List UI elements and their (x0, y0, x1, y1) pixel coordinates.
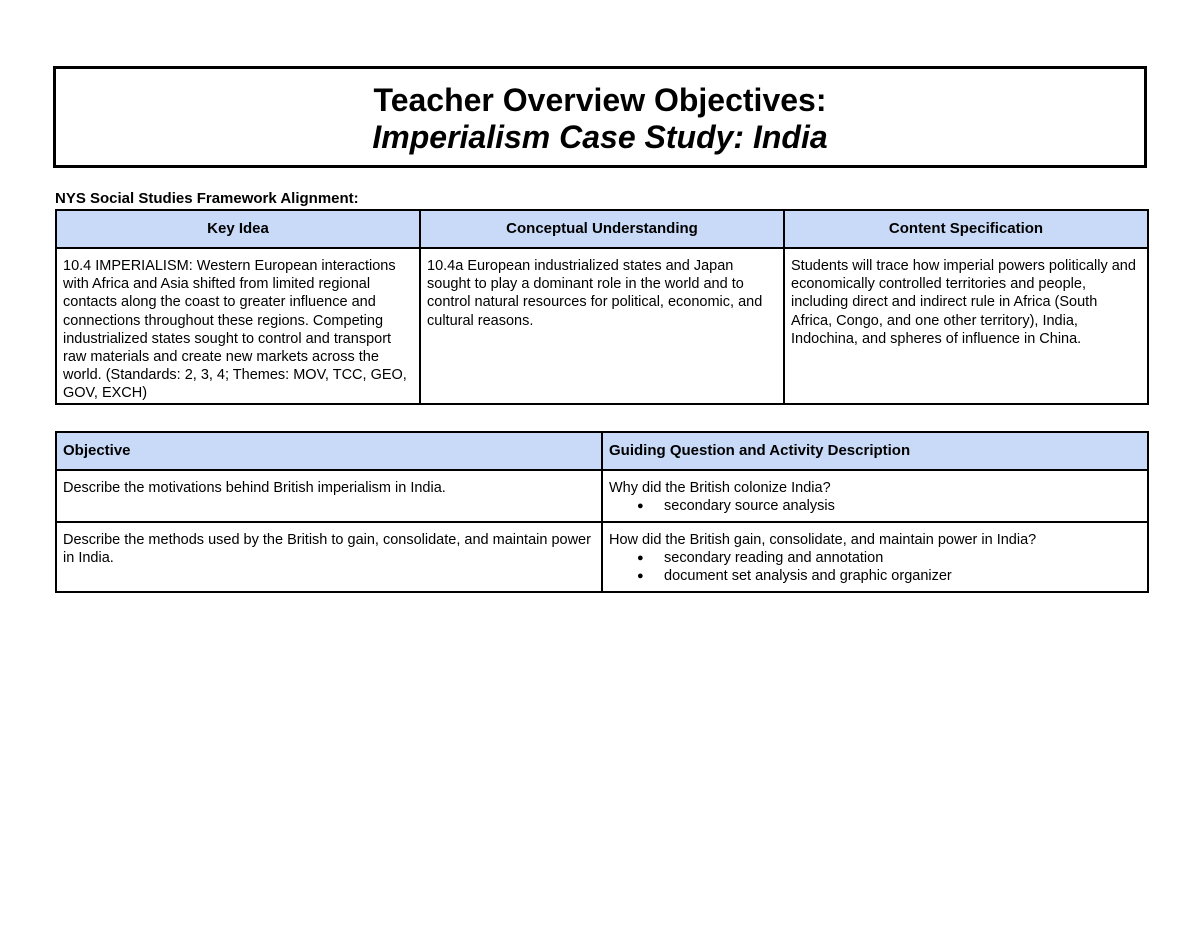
guiding-question-cell (602, 470, 1148, 522)
objective-cell: Describe the motivations behind British imperialism in India. (56, 470, 602, 522)
framework-label: NYS Social Studies Framework Alignment: (55, 190, 359, 207)
framework-header-row (56, 210, 1148, 248)
objectives-table (55, 431, 1149, 593)
table-row (56, 522, 1148, 592)
header-key-idea: Key Idea (56, 210, 420, 248)
objectives-header-row (56, 432, 1148, 470)
framework-table (55, 209, 1149, 405)
guiding-question: Why did the British colonize India? (609, 480, 831, 496)
header-objective: Objective (56, 432, 602, 470)
header-content-specification: Content Specification (784, 210, 1148, 248)
objective-cell: Describe the methods used by the British to gain, consolidate, and maintain power in India. (56, 522, 602, 592)
activity-list (609, 497, 1141, 515)
guiding-question: How did the British gain, consolidate, and maintain power in India? (609, 532, 1037, 548)
table-row (56, 470, 1148, 522)
page-title: Teacher Overview Objectives: (373, 82, 827, 118)
framework-content-row (56, 248, 1148, 404)
header-conceptual-understanding: Conceptual Understanding (420, 210, 784, 248)
guiding-question-cell (602, 522, 1148, 592)
list-item: ● secondary source analysis (664, 497, 1141, 515)
header-guiding-question: Guiding Question and Activity Description (602, 432, 1148, 470)
activity-list (609, 549, 1141, 585)
key-idea-cell: 10.4 IMPERIALISM: Western European interactions with Africa and Asia shifted from limited regional contacts along the coast to greater influence and connections throughout these regions. Competing industrialized states sought to control and transport raw materials and create new markets across the world. (Standards: 2, 3, 4; Themes: MOV, TCC, GEO, GOV, EXCH) (56, 248, 420, 404)
conceptual-understanding-cell: 10.4a European industrialized states and Japan sought to play a dominant role in the world and to control natural resources for political, economic, and cultural reasons. (420, 248, 784, 404)
list-item: ● secondary reading and annotation (664, 549, 1141, 567)
page-subtitle: Imperialism Case Study: India (372, 119, 828, 155)
list-item: ● document set analysis and graphic organizer (664, 567, 1141, 585)
title-box (53, 66, 1147, 168)
content-specification-cell: Students will trace how imperial powers politically and economically controlled territories and people, including direct and indirect rule in Africa (South Africa, Congo, and one other territory), India, Indochina, and spheres of influence in China. (784, 248, 1148, 404)
